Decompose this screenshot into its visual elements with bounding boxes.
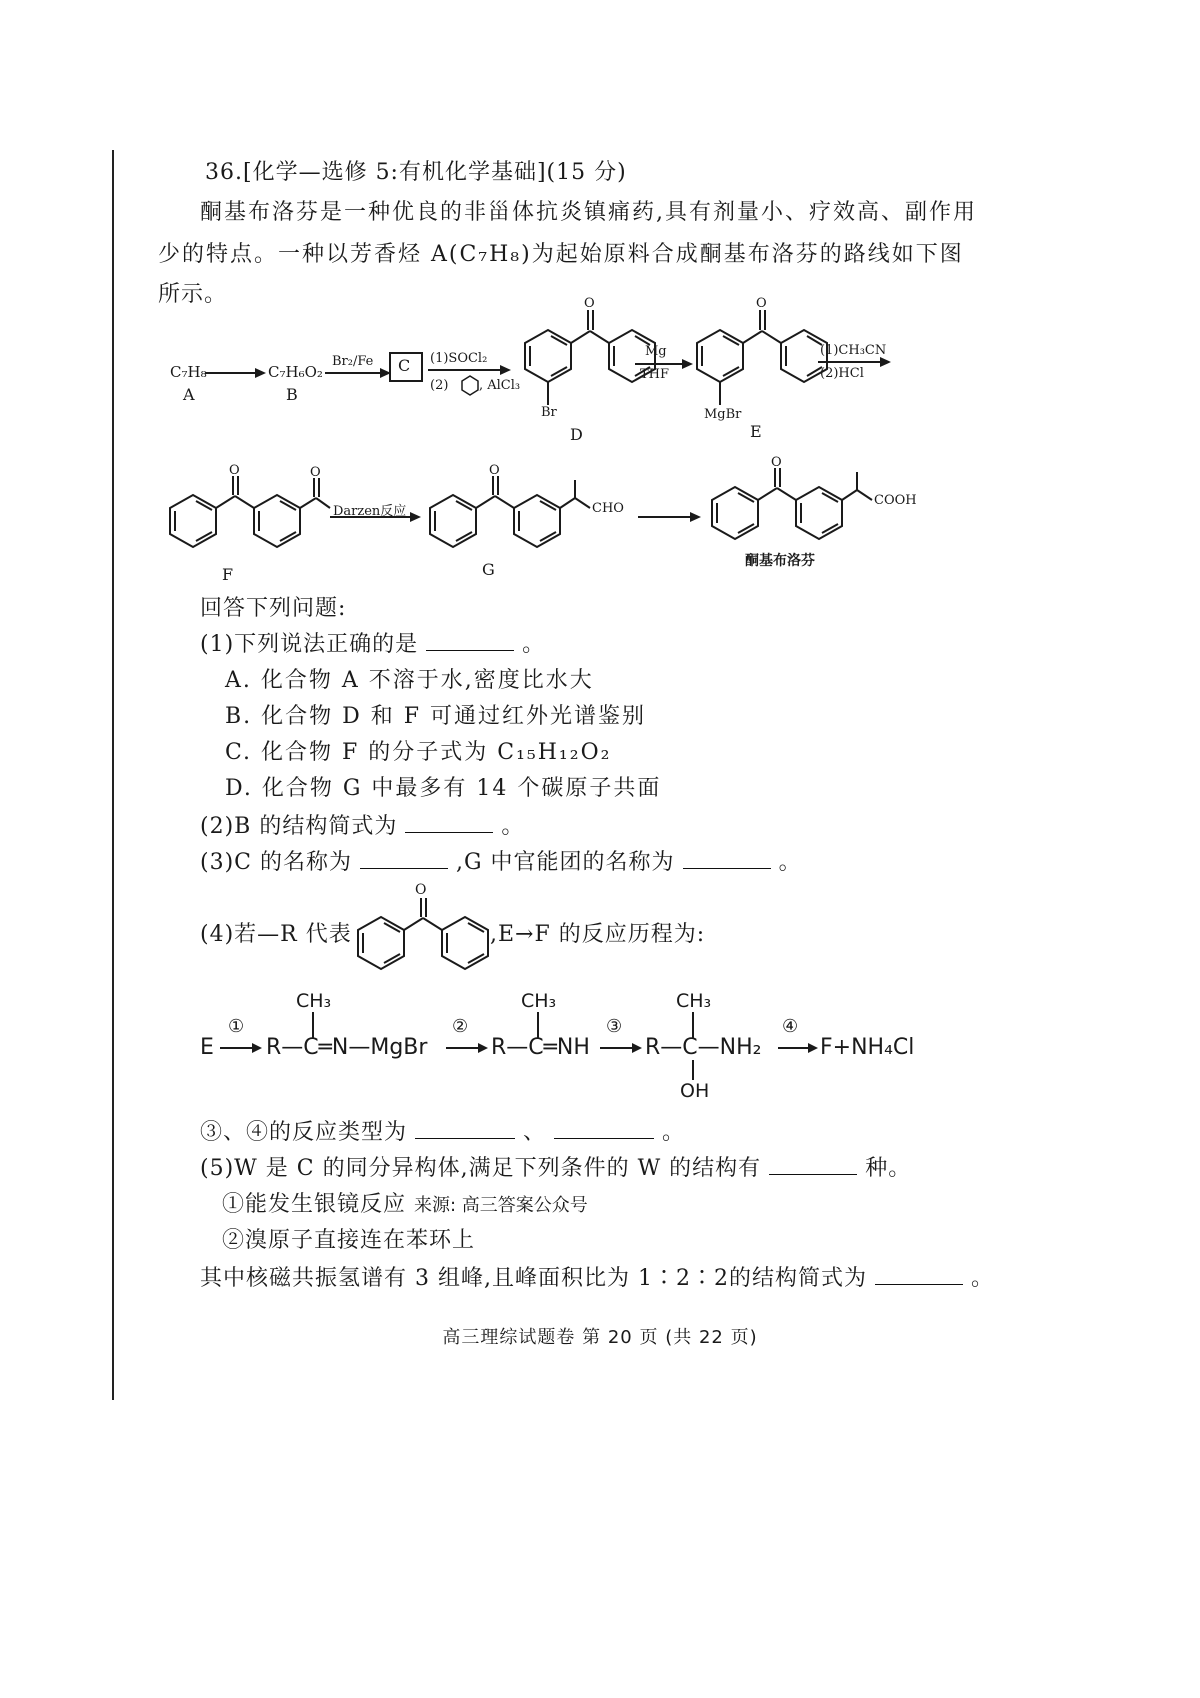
mech-ch3-2: CH₃ bbox=[521, 990, 557, 1012]
q4-text-b: ,E→F 的反应历程为: bbox=[490, 922, 706, 947]
answer-intro: 回答下列问题: bbox=[200, 596, 347, 621]
compound-e-mgbr: MgBr bbox=[704, 407, 742, 422]
q4-separator: 、 bbox=[523, 1120, 547, 1145]
arrow-a-b bbox=[205, 368, 266, 378]
reagent-hcl: (2)HCl bbox=[820, 366, 864, 381]
r-group-structure bbox=[358, 898, 488, 969]
compound-d-br: Br bbox=[541, 405, 557, 420]
q4-types-text: ③、④的反应类型为 bbox=[200, 1120, 408, 1145]
compound-b-label: B bbox=[286, 385, 298, 404]
molecule-e bbox=[697, 310, 827, 405]
oxygen-product: O bbox=[771, 455, 782, 470]
mech-intermediate-2: R—C═NH bbox=[491, 1035, 590, 1060]
q1-option-b: B. 化合物 D 和 F 可通过红外光谱鉴别 bbox=[225, 704, 647, 729]
mech-arrow-4 bbox=[778, 1043, 818, 1053]
oxygen-g: O bbox=[489, 463, 500, 478]
intro-line-2: 少的特点。一种以芳香烃 A(C₇H₈)为起始原料合成酮基布洛芬的路线如下图 bbox=[158, 242, 964, 267]
compound-e-label: E bbox=[750, 422, 762, 441]
mech-intermediate-3: R—C—NH₂ bbox=[645, 1035, 762, 1060]
reagent-step2: (2) bbox=[430, 378, 449, 393]
compound-a-label: A bbox=[183, 385, 195, 404]
arrow-c-d bbox=[428, 365, 511, 375]
reagent-mg: Mg bbox=[645, 344, 667, 359]
oxygen-r-group: O bbox=[415, 882, 427, 898]
mech-step-3: ③ bbox=[606, 1016, 623, 1037]
q5-final-line bbox=[200, 1266, 994, 1292]
reagent-br2-fe: Br₂/Fe bbox=[332, 354, 374, 369]
mech-arrow-1 bbox=[220, 1043, 262, 1053]
q3-blank-1[interactable] bbox=[360, 850, 448, 869]
mech-e: E bbox=[200, 1035, 214, 1060]
q2-text: (2)B 的结构简式为 bbox=[200, 814, 398, 839]
q5-text: (5)W 是 C 的同分异构体,满足下列条件的 W 的结构有 bbox=[200, 1156, 762, 1181]
q3-blank-2[interactable] bbox=[683, 850, 771, 869]
molecule-g bbox=[430, 476, 590, 547]
q3-period: 。 bbox=[778, 850, 802, 875]
reagent-thf: THF bbox=[640, 367, 670, 382]
compound-a-formula: C₇H₈ bbox=[170, 363, 207, 381]
mech-intermediate-1: R—C═N—MgBr bbox=[266, 1035, 428, 1060]
mech-arrow-2 bbox=[446, 1043, 488, 1053]
reagent-socl2: (1)SOCl₂ bbox=[430, 351, 488, 366]
q2-period: 。 bbox=[501, 814, 525, 839]
q5-condition-1-line bbox=[222, 1192, 588, 1218]
q5-line bbox=[200, 1156, 911, 1182]
q1-text: (1)下列说法正确的是 bbox=[200, 632, 419, 657]
q5-blank[interactable] bbox=[769, 1156, 857, 1175]
mech-oh: OH bbox=[680, 1080, 710, 1102]
mech-step-4: ④ bbox=[782, 1016, 799, 1037]
reagent-alcl3: , AlCl₃ bbox=[479, 378, 521, 393]
q4-text-a: (4)若—R 代表 bbox=[200, 922, 352, 947]
compound-g-label: G bbox=[482, 560, 495, 579]
q4-types-line bbox=[200, 1120, 685, 1146]
q5-final-period: 。 bbox=[970, 1266, 994, 1291]
mech-products: F+NH₄Cl bbox=[820, 1035, 915, 1060]
molecule-ketoprofen bbox=[712, 468, 872, 539]
product-cooh: COOH bbox=[874, 493, 917, 508]
oxygen-f-2: O bbox=[310, 465, 321, 480]
source-note: 来源: 高三答案公众号 bbox=[414, 1195, 588, 1216]
q1-option-d: D. 化合物 G 中最多有 14 个碳原子共面 bbox=[225, 776, 662, 801]
compound-b-formula: C₇H₆O₂ bbox=[268, 363, 323, 381]
oxygen-e: O bbox=[756, 296, 767, 311]
reagent-ch3cn: (1)CH₃CN bbox=[820, 343, 887, 358]
q1-blank[interactable] bbox=[426, 632, 514, 651]
compound-f-label: F bbox=[222, 565, 234, 584]
mech-ch3-1: CH₃ bbox=[296, 990, 332, 1012]
q5-condition-2: ②溴原子直接连在苯环上 bbox=[222, 1228, 476, 1253]
mech-arrow-3 bbox=[600, 1043, 642, 1053]
page-footer: 高三理综试题卷 第 20 页 (共 22 页) bbox=[442, 1327, 758, 1348]
reagent-darzen: Darzen反应 bbox=[333, 504, 407, 519]
reagent-benzene bbox=[462, 376, 478, 395]
q4-blank-1[interactable] bbox=[415, 1120, 515, 1139]
compound-c-label: C bbox=[398, 356, 411, 375]
question-title: 36.[化学—选修 5:有机化学基础](15 分) bbox=[205, 160, 627, 185]
q4-blank-2[interactable] bbox=[554, 1120, 654, 1139]
mech-step-2: ② bbox=[452, 1016, 469, 1037]
q1-period: 。 bbox=[522, 632, 546, 657]
molecule-f bbox=[170, 476, 330, 547]
arrow-b-c bbox=[325, 368, 391, 378]
arrow-g-product bbox=[638, 512, 701, 522]
q5-final-text: 其中核磁共振氢谱有 3 组峰,且峰面积比为 1∶2∶2的结构简式为 bbox=[200, 1266, 867, 1291]
mech-ch3-3: CH₃ bbox=[676, 990, 712, 1012]
q4-period: 。 bbox=[662, 1120, 686, 1145]
molecule-d bbox=[525, 310, 655, 405]
q3-line bbox=[200, 850, 802, 876]
mech-step-1: ① bbox=[228, 1016, 245, 1037]
intro-line-1: 酮基布洛芬是一种优良的非甾体抗炎镇痛药,具有剂量小、疗效高、副作用 bbox=[200, 200, 977, 225]
q1-option-c: C. 化合物 F 的分子式为 C₁₅H₁₂O₂ bbox=[225, 740, 612, 765]
q1-line bbox=[200, 632, 545, 658]
q5-unit: 种。 bbox=[865, 1156, 912, 1181]
product-label: 酮基布洛芬 bbox=[745, 553, 815, 569]
compound-g-cho: CHO bbox=[592, 501, 624, 516]
q5-condition-1: ①能发生银镜反应 bbox=[222, 1192, 407, 1217]
intro-line-3: 所示。 bbox=[158, 282, 228, 307]
q5-final-blank[interactable] bbox=[875, 1266, 963, 1285]
compound-d-label: D bbox=[570, 425, 583, 444]
q2-blank[interactable] bbox=[405, 814, 493, 833]
q1-option-a: A. 化合物 A 不溶于水,密度比水大 bbox=[225, 668, 594, 693]
oxygen-f-1: O bbox=[229, 463, 240, 478]
q2-line bbox=[200, 814, 524, 840]
q3-text-b: ,G 中官能团的名称为 bbox=[456, 850, 675, 875]
oxygen-d: O bbox=[584, 296, 595, 311]
q3-text-a: (3)C 的名称为 bbox=[200, 850, 352, 875]
